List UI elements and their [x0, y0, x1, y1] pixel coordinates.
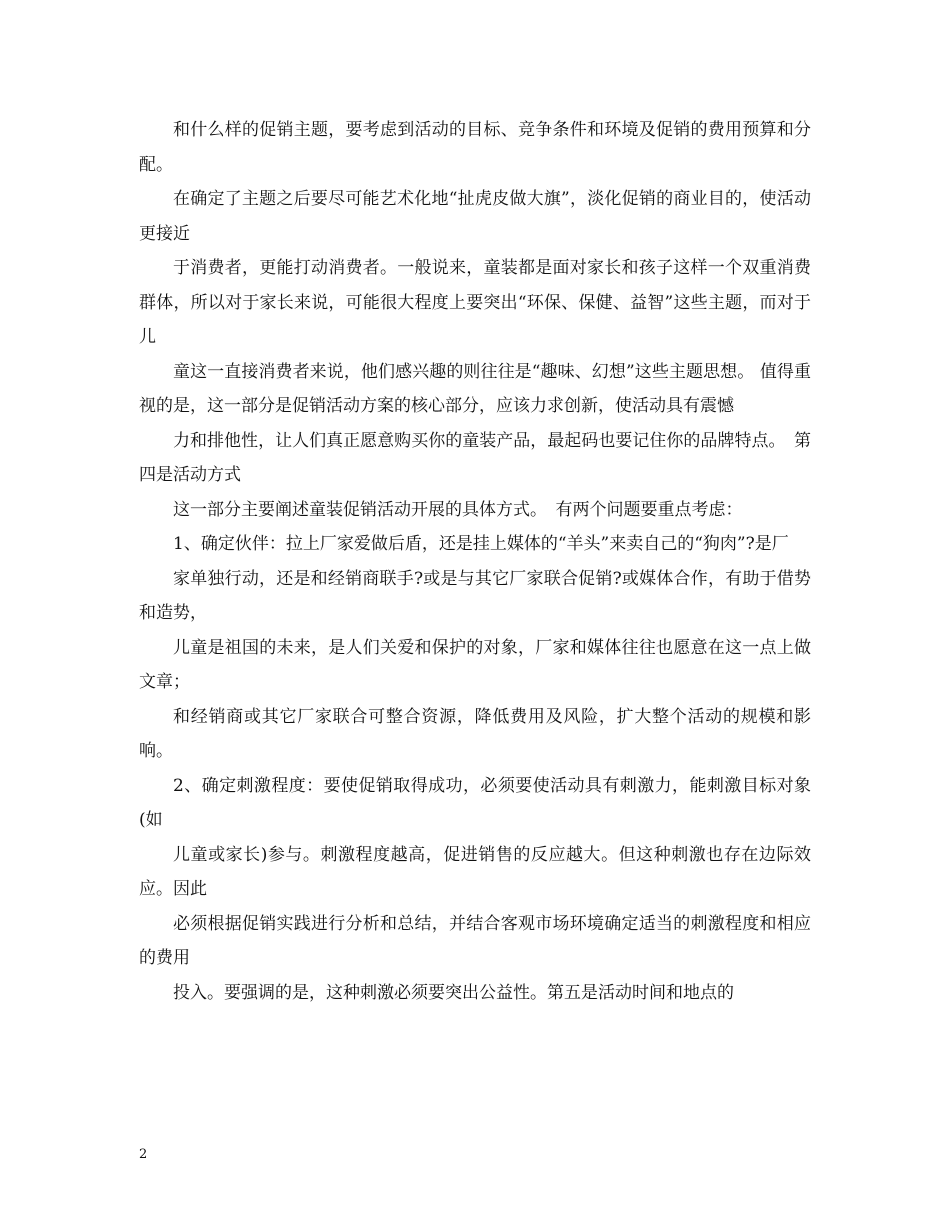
paragraph: 在确定了主题之后要尽可能艺术化地“扯虎皮做大旗”，淡化促销的商业目的，使活动更接近	[139, 189, 811, 244]
paragraph: 和什么样的促销主题，要考虑到活动的目标、竞争条件和环境及促销的费用预算和分配。	[139, 120, 811, 175]
paragraph: 力和排他性，让人们真正愿意购买你的童装产品，最起码也要记住你的品牌特点。 第四是活动方式	[139, 430, 811, 485]
paragraph: 和经销商或其它厂家联合可整合资源，降低费用及风险，扩大整个活动的规模和影响。	[139, 706, 811, 761]
paragraph: 2、确定刺激程度：要使促销取得成功，必须要使活动具有刺激力，能刺激目标对象(如	[139, 775, 811, 830]
paragraph: 于消费者，更能打动消费者。一般说来，童装都是面对家长和孩子这样一个双重消费群体，所以对于家长来说，可能很大程度上要突出“环保、保健、益智”这些主题，而对于儿	[139, 258, 811, 347]
paragraph: 儿童或家长)参与。刺激程度越高，促进销售的反应越大。但这种刺激也存在边际效应。因此	[139, 844, 811, 899]
paragraph: 1、确定伙伴：拉上厂家爱做后盾，还是挂上媒体的“羊头”来卖自己的“狗肉”?是厂	[173, 534, 789, 554]
paragraph: 儿童是祖国的未来，是人们关爱和保护的对象，厂家和媒体往往也愿意在这一点上做文章；	[139, 637, 811, 692]
paragraph: 投入。要强调的是，这种刺激必须要突出公益性。第五是活动时间和地点的	[173, 982, 734, 1003]
paragraph: 童这一直接消费者来说，他们感兴趣的则往往是“趣味、幻想”这些主题思想。 值得重视的是，这一部分是促销活动方案的核心部分，应该力求创新，使活动具有震憾	[139, 361, 811, 416]
body-text	[139, 113, 811, 1010]
paragraph: 必须根据促销实践进行分析和总结，并结合客观市场环境确定适当的刺激程度和相应的费用	[139, 913, 811, 968]
paragraph: 家单独行动，还是和经销商联手?或是与其它厂家联合促销?或媒体合作，有助于借势和造势，	[139, 568, 811, 623]
page-number: 2	[139, 1147, 148, 1162]
paragraph: 这一部分主要阐述童装促销活动开展的具体方式。 有两个问题要重点考虑：	[173, 499, 743, 520]
